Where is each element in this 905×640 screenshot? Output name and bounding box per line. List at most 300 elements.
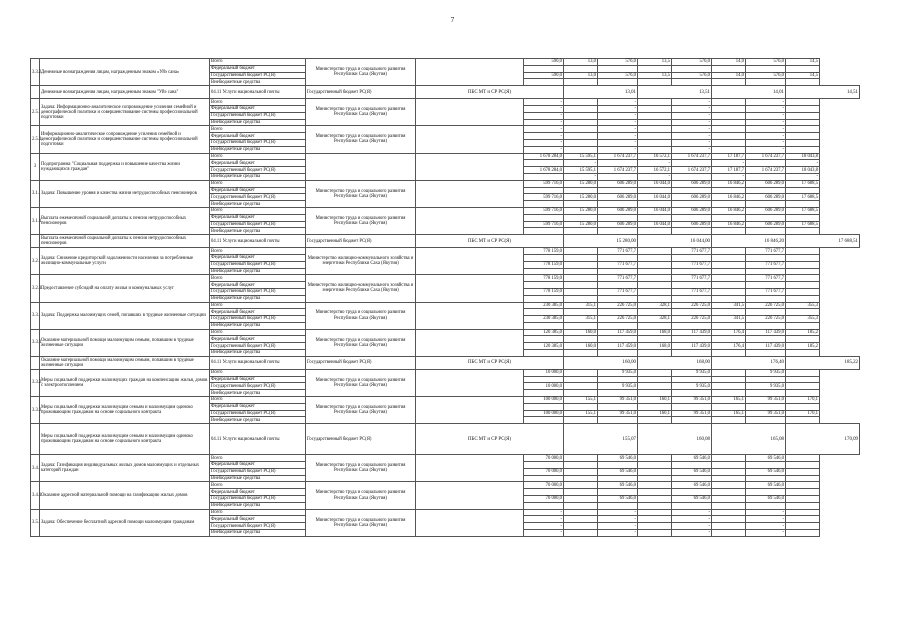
funding-type: Всего	[210, 126, 306, 133]
value-cell: 69 546,0	[598, 468, 638, 475]
value-cell	[712, 475, 746, 482]
value-cell: 606 289,0	[598, 194, 638, 201]
row-code: 2.5.	[31, 99, 40, 126]
pbs-value: 17 688,51	[786, 235, 860, 248]
value-cell	[598, 295, 638, 302]
value-cell: 606 289,0	[598, 207, 638, 214]
pbs-name: Оказание материальной помощи малоимущим семьям, попавшим в трудные жизненные ситуации	[40, 356, 210, 369]
value-cell	[786, 65, 820, 72]
funding-type: Федеральный бюджет	[210, 403, 306, 410]
value-cell	[786, 322, 820, 329]
pbs-label: ПБС МТ и СР РС(Я)	[416, 424, 564, 455]
row-code: 3.2.1.	[31, 275, 40, 302]
value-cell	[712, 390, 746, 397]
value-cell: 70 000,0	[524, 455, 564, 462]
responsible-executor: Министерство труда и социального развития Республики Саха (Якутия)	[306, 455, 416, 482]
value-cell	[598, 322, 638, 329]
value-cell	[786, 79, 820, 86]
value-cell	[712, 455, 746, 462]
value-cell: 328,1	[638, 316, 672, 323]
row-code: 3.5.	[31, 509, 40, 536]
value-cell: 606 289,0	[598, 180, 638, 187]
value-cell: 9 935,0	[746, 383, 786, 390]
row-code: 3.3.2.	[31, 369, 40, 396]
value-cell: 315,1	[564, 302, 598, 309]
row-name: Задача: Повышение уровня и качества жизни нетрудоспособных пенсионеров	[40, 180, 210, 207]
value-cell	[712, 403, 746, 410]
value-cell	[524, 214, 564, 221]
value-cell: 155,1	[564, 410, 598, 417]
value-cell: -	[524, 516, 564, 523]
row-name: Меры социальной поддержки малоимущих граждан на компенсацию жилья, домов с электроотоплением	[40, 369, 210, 396]
value-cell	[638, 468, 672, 475]
funding-type: Федеральный бюджет	[210, 462, 306, 469]
funding-type: Государственный бюджет РС(Я)	[306, 424, 416, 455]
value-cell	[638, 295, 672, 302]
value-cell	[564, 403, 598, 410]
value-cell	[746, 475, 786, 482]
value-cell: 160,0	[564, 343, 598, 350]
value-cell	[638, 417, 672, 424]
value-cell	[638, 133, 672, 140]
value-cell: 9 935,0	[672, 383, 712, 390]
pbs-value: 170,09	[786, 424, 860, 455]
funding-type: Государственный бюджет РС(Я)	[210, 194, 306, 201]
value-cell	[712, 496, 746, 503]
value-cell	[638, 201, 672, 208]
value-cell: 599 716,0	[524, 221, 564, 228]
funding-type: Государственный бюджет РС(Я)	[210, 139, 306, 146]
value-cell: 599 716,0	[524, 180, 564, 187]
value-cell: -	[786, 173, 820, 180]
funding-type: Федеральный бюджет	[210, 187, 306, 194]
value-cell: 16 044,0	[638, 194, 672, 201]
pbs-value: 155,07	[564, 424, 638, 455]
value-cell	[598, 376, 638, 383]
value-cell: 176,4	[712, 343, 746, 350]
value-cell	[524, 160, 564, 167]
value-cell: 771 677,7	[598, 248, 638, 255]
value-cell: 606 289,0	[746, 194, 786, 201]
funding-type: Внебюджетные средства	[210, 350, 306, 357]
value-cell: 1 674 237,7	[672, 167, 712, 174]
value-cell	[786, 187, 820, 194]
value-cell	[564, 187, 598, 194]
empty-cell	[416, 275, 524, 302]
empty-cell	[416, 207, 524, 234]
value-cell: 226 725,0	[746, 302, 786, 309]
value-cell	[524, 295, 564, 302]
value-cell	[786, 261, 820, 268]
value-cell: -	[786, 160, 820, 167]
value-cell	[746, 417, 786, 424]
funding-type: Внебюджетные средства	[210, 201, 306, 208]
pbs-row	[31, 356, 894, 369]
pbs-value: 16 044,00	[638, 235, 712, 248]
value-cell	[786, 201, 820, 208]
empty-cell	[416, 482, 524, 509]
value-cell: 185,2	[786, 343, 820, 350]
value-cell	[638, 79, 672, 86]
value-cell	[564, 516, 598, 523]
value-cell: 69 546,0	[746, 455, 786, 462]
value-cell	[564, 214, 598, 221]
value-cell	[786, 403, 820, 410]
value-cell: 599 716,0	[524, 194, 564, 201]
value-cell	[712, 369, 746, 376]
budget-table	[30, 58, 894, 537]
value-cell	[524, 417, 564, 424]
value-cell	[638, 187, 672, 194]
value-cell: 15 280,0	[564, 221, 598, 228]
value-cell	[746, 390, 786, 397]
row-code: 3	[31, 153, 40, 180]
funding-type: Всего	[210, 153, 306, 160]
value-cell: 606 289,0	[746, 180, 786, 187]
value-cell: -	[712, 173, 746, 180]
value-cell	[564, 282, 598, 289]
value-cell: -	[598, 126, 638, 133]
responsible-executor: Министерство труда и социального развития Республики Саха (Якутия)	[306, 397, 416, 424]
value-cell	[712, 523, 746, 530]
funding-type: Всего	[210, 302, 306, 309]
value-cell	[564, 482, 598, 489]
pbs-row	[31, 235, 894, 248]
value-cell: 771 677,7	[746, 261, 786, 268]
value-cell	[564, 119, 598, 126]
value-cell	[524, 187, 564, 194]
value-cell: 170,1	[786, 397, 820, 404]
value-cell	[746, 376, 786, 383]
value-cell: 16 572,1	[638, 167, 672, 174]
value-cell	[786, 214, 820, 221]
value-cell: 117 439,0	[746, 343, 786, 350]
value-cell	[598, 201, 638, 208]
value-cell	[672, 295, 712, 302]
value-cell: -	[598, 523, 638, 530]
pbs-value: 13,01	[564, 86, 638, 99]
value-cell	[524, 228, 564, 235]
value-cell: 176,4	[712, 329, 746, 336]
value-cell: 16 846,2	[712, 221, 746, 228]
value-cell: -	[524, 523, 564, 530]
value-cell	[638, 376, 672, 383]
value-cell	[564, 201, 598, 208]
value-cell: 168,0	[638, 343, 672, 350]
value-cell	[712, 295, 746, 302]
empty-cell	[416, 329, 524, 356]
value-cell	[712, 350, 746, 357]
funding-type: Федеральный бюджет	[210, 105, 306, 112]
value-cell	[786, 523, 820, 530]
value-cell	[598, 254, 638, 261]
value-cell: 771 677,7	[598, 261, 638, 268]
value-cell: -	[672, 112, 712, 119]
value-cell: 606 289,0	[672, 180, 712, 187]
value-cell: -	[524, 126, 564, 133]
value-cell	[712, 417, 746, 424]
row-code	[31, 424, 40, 455]
value-cell: 99 351,0	[598, 410, 638, 417]
value-cell	[598, 79, 638, 86]
table-row	[31, 369, 894, 376]
value-cell: 120 385,0	[524, 329, 564, 336]
value-cell	[638, 254, 672, 261]
value-cell: 13,5	[638, 72, 672, 79]
funding-type: Государственный бюджет РС(Я)	[210, 496, 306, 503]
value-cell	[786, 268, 820, 275]
value-cell	[712, 228, 746, 235]
value-cell: 10 000,0	[524, 383, 564, 390]
funding-type: Внебюджетные средства	[210, 475, 306, 482]
value-cell	[746, 214, 786, 221]
value-cell	[638, 322, 672, 329]
value-cell: 576,0	[598, 59, 638, 66]
value-cell: 576,0	[672, 72, 712, 79]
funding-type: Внебюджетные средства	[210, 390, 306, 397]
table-row	[31, 455, 894, 462]
value-cell: 226 725,0	[598, 316, 638, 323]
value-cell	[638, 390, 672, 397]
pbs-value: 160,08	[638, 424, 712, 455]
value-cell: -	[598, 530, 638, 537]
value-cell	[672, 268, 712, 275]
funding-type: Государственный бюджет РС(Я)	[210, 221, 306, 228]
responsible-executor: Министерство труда и социального развития Республики Саха (Якутия)	[306, 369, 416, 396]
responsible-executor: Министерство труда и социального развития Республики Саха (Якутия)	[306, 509, 416, 536]
value-cell	[598, 173, 638, 180]
row-code: 3.1.1.	[31, 207, 40, 234]
value-cell	[564, 502, 598, 509]
value-cell	[786, 390, 820, 397]
pbs-value: 165,08	[712, 424, 786, 455]
empty-cell	[416, 153, 524, 180]
value-cell	[638, 516, 672, 523]
value-cell	[638, 282, 672, 289]
value-cell	[746, 489, 786, 496]
value-cell	[638, 139, 672, 146]
funding-type: Всего	[210, 99, 306, 106]
value-cell	[712, 201, 746, 208]
row-code: 2.5.1.	[31, 126, 40, 153]
funding-type: Внебюджетные средства	[210, 119, 306, 126]
value-cell: 165,1	[712, 397, 746, 404]
pbs-value: 13,51	[638, 86, 712, 99]
value-cell	[638, 475, 672, 482]
value-cell	[564, 383, 598, 390]
value-cell: 18 043,8	[786, 167, 820, 174]
pbs-label: ПБС МТ и СР РС(Я)	[416, 356, 564, 369]
value-cell: 16 846,2	[712, 180, 746, 187]
value-cell: 9 935,0	[598, 369, 638, 376]
value-cell: 16 846,2	[712, 207, 746, 214]
row-code	[31, 235, 40, 248]
value-cell	[564, 336, 598, 343]
funding-type: Внебюджетные средства	[210, 173, 306, 180]
value-cell	[638, 369, 672, 376]
value-cell: -	[672, 133, 712, 140]
value-cell: -	[672, 119, 712, 126]
funding-type: Государственный бюджет РС(Я)	[210, 523, 306, 530]
funding-type: Всего	[210, 180, 306, 187]
value-cell: 778 159,0	[524, 275, 564, 282]
table-row	[31, 397, 894, 404]
value-cell: 328,1	[638, 302, 672, 309]
value-cell: 576,0	[746, 59, 786, 66]
value-cell	[746, 502, 786, 509]
row-code: 3.3.	[31, 302, 40, 329]
value-cell	[524, 336, 564, 343]
value-cell	[564, 475, 598, 482]
value-cell	[712, 146, 746, 153]
value-cell	[672, 417, 712, 424]
value-cell: 69 546,0	[598, 482, 638, 489]
value-cell: 226 725,0	[672, 316, 712, 323]
pbs-name: Выплата ежемесячной социальной доплаты к пенсии нетрудоспособных пенсионеров	[40, 235, 210, 248]
value-cell: -	[746, 119, 786, 126]
value-cell	[786, 489, 820, 496]
value-cell	[786, 309, 820, 316]
value-cell	[712, 261, 746, 268]
responsible-executor: Министерство жилищно-коммунального хозяйства и энергетики Республики Саха (Якутия)	[306, 275, 416, 302]
value-cell: 160,0	[564, 329, 598, 336]
value-cell: -	[672, 139, 712, 146]
value-cell	[564, 112, 598, 119]
empty-cell	[416, 455, 524, 482]
value-cell: 606 289,0	[672, 207, 712, 214]
value-cell: 13,5	[638, 59, 672, 66]
value-cell	[638, 309, 672, 316]
value-cell: 341,5	[712, 302, 746, 309]
table-row	[31, 207, 894, 214]
value-cell	[638, 350, 672, 357]
pbs-name: Денежные вознаграждения лицам, награжденным знаком "Уйэ сана"	[40, 86, 210, 99]
value-cell: 1 678 284,0	[524, 167, 564, 174]
value-cell: 590,0	[524, 72, 564, 79]
value-cell: 1 674 237,7	[672, 153, 712, 160]
value-cell	[638, 489, 672, 496]
funding-type: Федеральный бюджет	[210, 160, 306, 167]
row-name: Меры социальной поддержки малоимущим семьям и малоимущим одиноко проживающим гражданам на основе социального контракта	[40, 397, 210, 424]
funding-type: Государственный бюджет РС(Я)	[210, 316, 306, 323]
value-cell: -	[598, 99, 638, 106]
value-cell: 69 546,0	[672, 496, 712, 503]
row-code: 3.1.	[31, 180, 40, 207]
value-cell: 576,0	[598, 72, 638, 79]
value-cell: 99 351,0	[672, 397, 712, 404]
value-cell	[712, 516, 746, 523]
value-cell: 17 187,7	[712, 167, 746, 174]
value-cell: 14,0	[712, 59, 746, 66]
value-cell	[524, 79, 564, 86]
value-cell: -	[672, 509, 712, 516]
funding-type: Внебюджетные средства	[210, 295, 306, 302]
value-cell	[564, 350, 598, 357]
value-cell	[564, 468, 598, 475]
value-cell	[564, 322, 598, 329]
value-cell: 226 725,0	[746, 316, 786, 323]
value-cell	[786, 228, 820, 235]
value-cell	[598, 282, 638, 289]
value-cell	[564, 376, 598, 383]
value-cell: 69 546,0	[746, 482, 786, 489]
row-code: 3.3.2.	[31, 59, 40, 86]
value-cell	[746, 201, 786, 208]
value-cell	[712, 187, 746, 194]
pbs-row	[31, 86, 894, 99]
value-cell: 17 187,7	[712, 153, 746, 160]
value-cell	[712, 214, 746, 221]
value-cell: 590,0	[524, 59, 564, 66]
value-cell: 606 289,0	[598, 221, 638, 228]
value-cell	[786, 254, 820, 261]
value-cell: 771 677,7	[746, 275, 786, 282]
funding-type: Федеральный бюджет	[210, 214, 306, 221]
funding-type: Государственный бюджет РС(Я)	[210, 112, 306, 119]
value-cell: 1 674 237,7	[746, 153, 786, 160]
funding-type: Всего	[210, 329, 306, 336]
responsible-executor: Министерство труда и социального развития Республики Саха (Якутия)	[306, 126, 416, 153]
value-cell	[746, 350, 786, 357]
value-cell	[712, 248, 746, 255]
value-cell: -	[746, 99, 786, 106]
value-cell	[712, 99, 746, 106]
value-cell	[672, 187, 712, 194]
funding-type: Всего	[210, 248, 306, 255]
value-cell: 576,0	[672, 59, 712, 66]
pbs-label: ПБС МТ и СР РС(Я)	[416, 86, 564, 99]
row-name: Предоставление субсидий на оплату жилья и коммунальных услуг	[40, 275, 210, 302]
value-cell: 15 280,0	[564, 207, 598, 214]
value-cell: -	[672, 516, 712, 523]
value-cell	[786, 139, 820, 146]
page-number: 7	[450, 16, 455, 24]
value-cell	[672, 228, 712, 235]
value-cell: -	[746, 509, 786, 516]
responsible-executor: Министерство жилищно-коммунального хозяйства и энергетики Республики Саха (Якутия)	[306, 248, 416, 275]
value-cell	[564, 99, 598, 106]
value-cell: -	[524, 119, 564, 126]
value-cell: 771 677,7	[672, 261, 712, 268]
value-cell	[672, 322, 712, 329]
value-cell: 771 677,7	[672, 248, 712, 255]
value-cell	[786, 516, 820, 523]
value-cell: 16 572,1	[638, 153, 672, 160]
pbs-value: 176,40	[712, 356, 786, 369]
row-name: Выплата ежемесячной социальной доплаты к пенсии нетрудоспособных пенсионеров	[40, 207, 210, 234]
value-cell	[786, 496, 820, 503]
value-cell	[638, 146, 672, 153]
value-cell	[786, 288, 820, 295]
value-cell	[672, 350, 712, 357]
value-cell	[672, 390, 712, 397]
value-cell	[598, 502, 638, 509]
value-cell	[638, 496, 672, 503]
value-cell	[638, 119, 672, 126]
funding-type: Всего	[210, 207, 306, 214]
value-cell: -	[672, 105, 712, 112]
value-cell	[746, 79, 786, 86]
value-cell	[524, 475, 564, 482]
value-cell: 226 725,0	[672, 302, 712, 309]
value-cell: 70 000,0	[524, 496, 564, 503]
empty-cell	[416, 99, 524, 126]
pbs-label: ПБС МТ и СР РС(Я)	[416, 235, 564, 248]
value-cell: 69 546,0	[746, 496, 786, 503]
value-cell	[598, 309, 638, 316]
value-cell: 120 385,0	[524, 343, 564, 350]
value-cell	[712, 282, 746, 289]
